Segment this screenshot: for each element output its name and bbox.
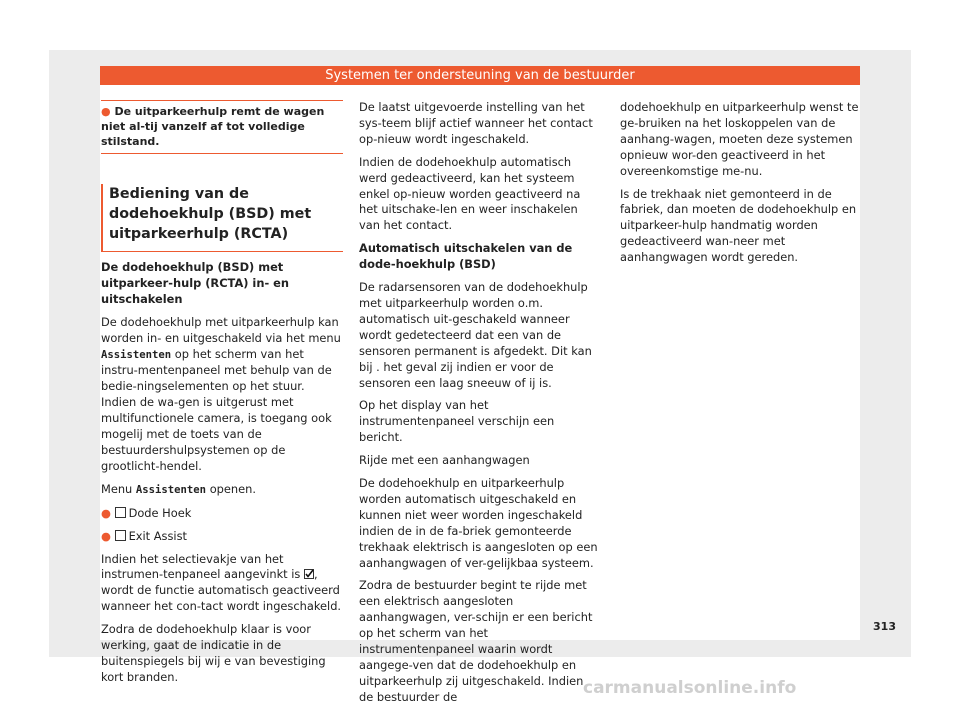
page-header: Systemen ter ondersteuning van de bestuurder [100,66,860,85]
paragraph: Indien de dodehoekhulp automatisch werd gedeactiveerd, kan het systeem enkel op-nieuw worden geactiveerd na het uitschake-len en weer inschakelen van het contact. [359,154,581,233]
subheading: De dodehoekhulp (BSD) met uitparkeer-hulp (RCTA) in- en uitschakelen [101,260,289,306]
subheading: Automatisch uitschakelen van de dode-hoekhulp (BSD) [359,241,573,272]
list-item-label: Dode Hoek [128,505,192,520]
bullet-icon: ● [101,528,115,543]
list-item-label: Exit Assist [128,528,187,543]
paragraph: Zodra de dodehoekhulp klaar is voor werking, gaat de indicatie in de buitenspiegels bij wij e van bevestiging kort branden. [101,622,326,684]
checkbox-icon [115,530,126,541]
menu-name: Assistenten [101,348,172,361]
bullet-icon: ● [101,105,115,118]
paragraph [101,315,343,475]
text: op het scherm van het instru-mentenpaneel met behulp van de bedie-ningselementen op het stuur. Indien de wa-gen is uitgerust met multifunctionele camera, is toegang ook mogelij met de toets van de bestuurdershulpsystemen op de grootlicht-hendel. [101,346,332,473]
paragraph: dodehoekhulp en uitparkeerhulp wenst te ge-bruiken na het loskoppelen van de aanhang-wagen, moeten deze systemen opnieuw wor-den geactiveerd in het overeenkomstige me-nu. [620,100,859,178]
column-2 [359,100,601,713]
menu-name: Assistenten [135,483,207,496]
watermark: carmanualsonline.info [583,678,797,698]
bullet-icon: ● [101,505,115,520]
paragraph: Zodra de bestuurder begint te rijde met een elektrisch aangesloten aanhangwagen, ver-schijn er een bericht op het scherm van het instrumentenpaneel waarin wordt aangege-ven dat de dodehoekhulp en uitparkeerhulp zij uitgeschakeld. Indien de bestuurder de [359,578,593,704]
list-item [101,506,343,522]
column-3 [620,100,862,273]
paragraph: De dodehoekhulp en uitparkeerhulp worden automatisch uitgeschakeld en kunnen niet weer worden ingeschakeld indien de in de fa-briek gemonteerde trekhaak elektrisch is aangesloten op een aanhangwagen of ver-gelijkbaa systeem. [359,476,598,570]
text: Menu [101,481,136,496]
text: openen. [206,481,256,496]
text: Indien het selectievakje van het instrumen-tenpaneel aangevinkt is [101,551,304,582]
paragraph [101,552,343,616]
list-item [101,529,343,545]
subheading: Rijde met een aanhangwagen [359,453,530,468]
note-text: De uitparkeerhulp remt de wagen niet al-tij vanzelf af tot volledige stilstand. [101,105,325,148]
column-1 [101,100,343,693]
note-box [101,100,343,154]
paragraph: De laatst uitgevoerde instelling van het sys-teem blijf actief wanneer het contact op-nieuw wordt ingeschakeld. [359,100,593,146]
paragraph [101,482,343,499]
paragraph: Op het display van het instrumentenpaneel verschijn een bericht. [359,398,555,445]
page-number: 313 [873,620,896,633]
text: , wordt de functie automatisch geactiveerd wanneer het con-tact wordt ingeschakeld. [101,567,342,614]
paragraph: Is de trekhaak niet gemonteerd in de fabriek, dan moeten de dodehoekhulp en uitparkeer-hulp handmatig worden gedeactiveerd wan-neer met aanhangwagen wordt gereden. [620,186,857,265]
checked-checkbox-icon [304,569,314,579]
text: De dodehoekhulp met uitparkeerhulp kan worden in- en uitgeschakeld via het menu [101,314,341,345]
checkbox-icon [115,507,126,518]
section-title: Bediening van de dodehoekhulp (BSD) met uitparkeerhulp (RCTA) [101,184,343,252]
paragraph: De radarsensoren van de dodehoekhulp met uitparkeerhulp worden o.m. automatisch uit-geschakeld wanneer wordt gedetecteerd dat een van de sensoren permanent is afgedekt. Dit kan bij . het geval zij indien er voor de sensoren een laag sneeuw of ij is. [359,280,592,390]
